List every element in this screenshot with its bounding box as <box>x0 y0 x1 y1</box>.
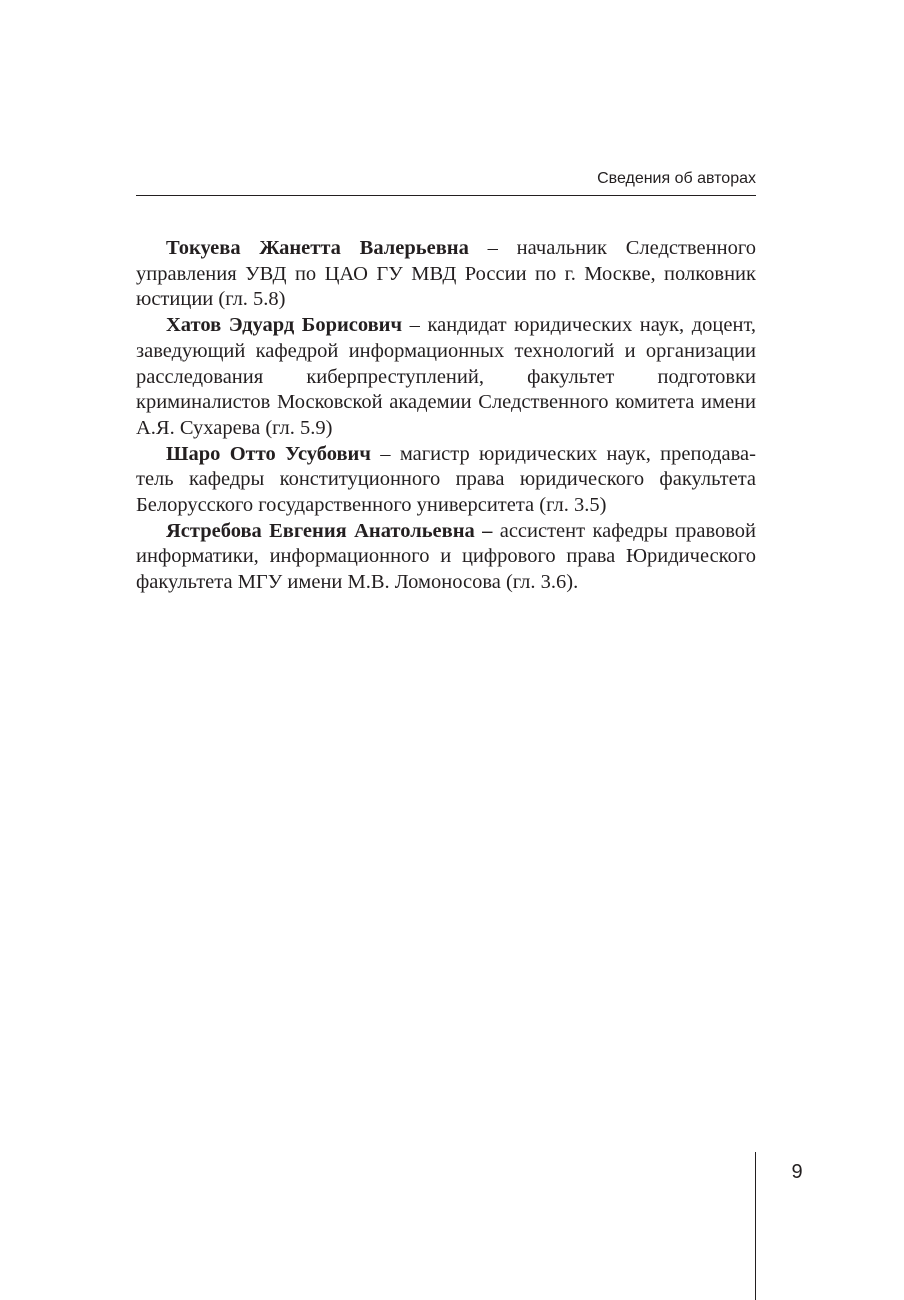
author-entry <box>136 236 756 313</box>
author-name: Ястребова Евгения Анатольевна – <box>166 519 493 542</box>
header-divider <box>136 195 756 196</box>
margin-divider <box>755 1152 756 1300</box>
author-description: – начальник Следственного управления УВД по ЦАО ГУ МВД России по г. Москве, полковник юстиции (гл. 5.8) <box>136 237 756 311</box>
running-head-title: Сведения об авторах <box>597 170 756 187</box>
author-name: Хатов Эдуард Борисович <box>166 314 403 337</box>
authors-list <box>136 236 756 596</box>
author-description: – кандидат юридических наук, доцент, заведующий кафедрой информационных технологий и организации расследования киберпреступлений, факультет подготовки криминалистов Московской академии Следственного комитета имени А.Я. Сухарева (гл. 5.9) <box>136 314 756 439</box>
page-number: 9 <box>791 1161 803 1183</box>
author-description: – магистр юридических наук, преподаватель кафедры конституционного права юридического факультета Белорусского государственного университета (гл. 3.5) <box>136 442 756 517</box>
author-name: Токуева Жанетта Валерьевна <box>166 237 469 259</box>
author-name: Шаро Отто Усубович <box>166 442 371 465</box>
author-entry <box>136 519 756 596</box>
author-description: ассистент кафедры правовой информатики, информационного и цифрового права Юридического факультета МГУ имени М.В. Ломоносова (гл. 3.6). <box>136 519 756 594</box>
author-entry <box>136 313 756 442</box>
author-entry <box>136 442 756 519</box>
